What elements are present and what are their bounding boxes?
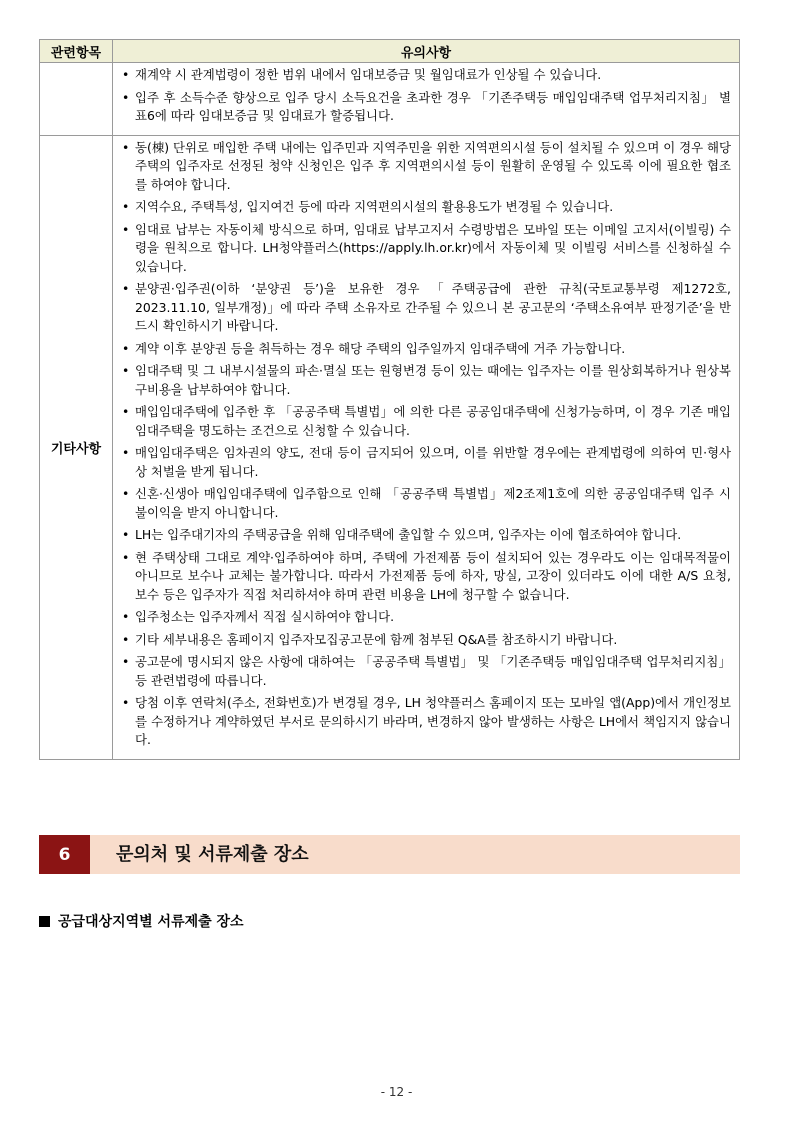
subheading-text: 공급대상지역별 서류제출 장소 [58,914,244,930]
list-item: • 현 주택상태 그대로 계약·입주하여야 하며, 주택에 가전제품 등이 설치되어 있는 경우라도 이는 임대목적물이 아니므로 보수나 교체는 불가합니다. 따라서 가전제품 등에 하자, 망실, 고장이 있더라도 이에 대한 A/S 요청, 보수 등은 입주자가 직접 처리하셔야 하며 관련 비용을 LH에 청구할 수 없습니다. [119,549,731,605]
list-item: • 지역수요, 주택특성, 입지여건 등에 따라 지역편의시설의 활용용도가 변경될 수 있습니다. [119,198,731,217]
list-item: • 매입임대주택에 입주한 후 「공공주택 특별법」에 의한 다른 공공임대주택에 신청가능하며, 이 경우 기존 매입임대주택을 명도하는 조건으로 신청할 수 있습니다. [119,403,731,440]
section-title: 문의처 및 서류제출 장소 [116,844,309,865]
list-item: • 입주청소는 입주자께서 직접 실시하여야 합니다. [119,608,731,627]
header-category: 관련항목 [40,40,113,63]
list-item: • 동(棟) 단위로 매입한 주택 내에는 입주민과 지역주민을 위한 지역편의시설 등이 설치될 수 있으며 이 경우 해당 주택의 입주자로 선정된 청약 신청인은 입주 후 지역편의시설 등이 원활히 운영될 수 있도록 이에 필요한 협조를 하여야 합니다. [119,139,731,195]
list-item: • 임대주택 및 그 내부시설물의 파손·멸실 또는 원형변경 등이 있는 때에는 입주자는 이를 원상회복하거나 원상복구비용을 납부하여야 합니다. [119,362,731,399]
header-notes: 유의사항 [113,40,740,63]
notice-table [39,39,740,760]
list-item: • 매입임대주택은 임차권의 양도, 전대 등이 금지되어 있으며, 이를 위반할 경우에는 관계법령에 의하여 민·형사상 처벌을 받게 됩니다. [119,444,731,481]
table-row [40,135,740,759]
list-item: • 신혼·신생아 매입임대주택에 입주함으로 인해 「공공주택 특별법」제2조제1호에 의한 공공임대주택 입주 시 불이익을 받지 아니합니다. [119,485,731,522]
notes-list [119,66,731,126]
list-item: • 입주 후 소득수준 향상으로 입주 당시 소득요건을 초과한 경우 「기존주택등 매입임대주택 업무처리지침」 별표6에 따라 임대보증금 및 임대료가 할증됩니다. [119,89,731,126]
section-number: 6 [39,835,90,874]
list-item: • 임대료 납부는 자동이체 방식으로 하며, 임대료 납부고지서 수령방법은 모바일 또는 이메일 고지서(이빌링) 수령을 원칙으로 합니다. LH청약플러스(https://apply.lh.or.kr)에서 자동이체 및 이빌링 서비스를 신청하실 수 있습니다. [119,221,731,277]
list-item: • 공고문에 명시되지 않은 사항에 대하여는 「공공주택 특별법」 및 「기존주택등 매입임대주택 업무처리지침」 등 관련법령에 따릅니다. [119,653,731,690]
page-number: - 12 - [380,1085,413,1099]
subheading [39,911,244,931]
table-header-row [40,40,740,63]
list-item: • 당첨 이후 연락처(주소, 전화번호)가 변경될 경우, LH 청약플러스 홈페이지 또는 모바일 앱(App)에서 개인정보를 수정하거나 계약하였던 부서로 문의하시기 바라며, 변경하지 않아 발생하는 사항은 LH에서 책임지지 않습니다. [119,694,731,750]
square-bullet-icon [39,916,50,927]
category-cell [40,63,113,136]
category-cell: 기타사항 [40,135,113,759]
notes-cell [113,63,740,136]
notes-list [119,139,731,750]
list-item: • 기타 세부내용은 홈페이지 입주자모집공고문에 함께 첨부된 Q&A를 참조하시기 바랍니다. [119,631,731,650]
notes-cell [113,135,740,759]
table-row [40,63,740,136]
list-item: • 계약 이후 분양권 등을 취득하는 경우 해당 주택의 입주일까지 임대주택에 거주 가능합니다. [119,340,731,359]
list-item: • LH는 입주대기자의 주택공급을 위해 임대주택에 출입할 수 있으며, 입주자는 이에 협조하여야 합니다. [119,526,731,545]
list-item: • 분양권·입주권(이하 ‘분양권 등’)을 보유한 경우 「주택공급에 관한 규칙(국토교통부령 제1272호, 2023.11.10, 일부개정)」에 따라 주택 소유자로 간주될 수 있으니 본 공고문의 ‘주택소유여부 판정기준’을 반드시 확인하시기 바랍니다. [119,280,731,336]
list-item: • 재계약 시 관계법령이 정한 범위 내에서 임대보증금 및 월임대료가 인상될 수 있습니다. [119,66,731,85]
section-header [39,835,740,874]
